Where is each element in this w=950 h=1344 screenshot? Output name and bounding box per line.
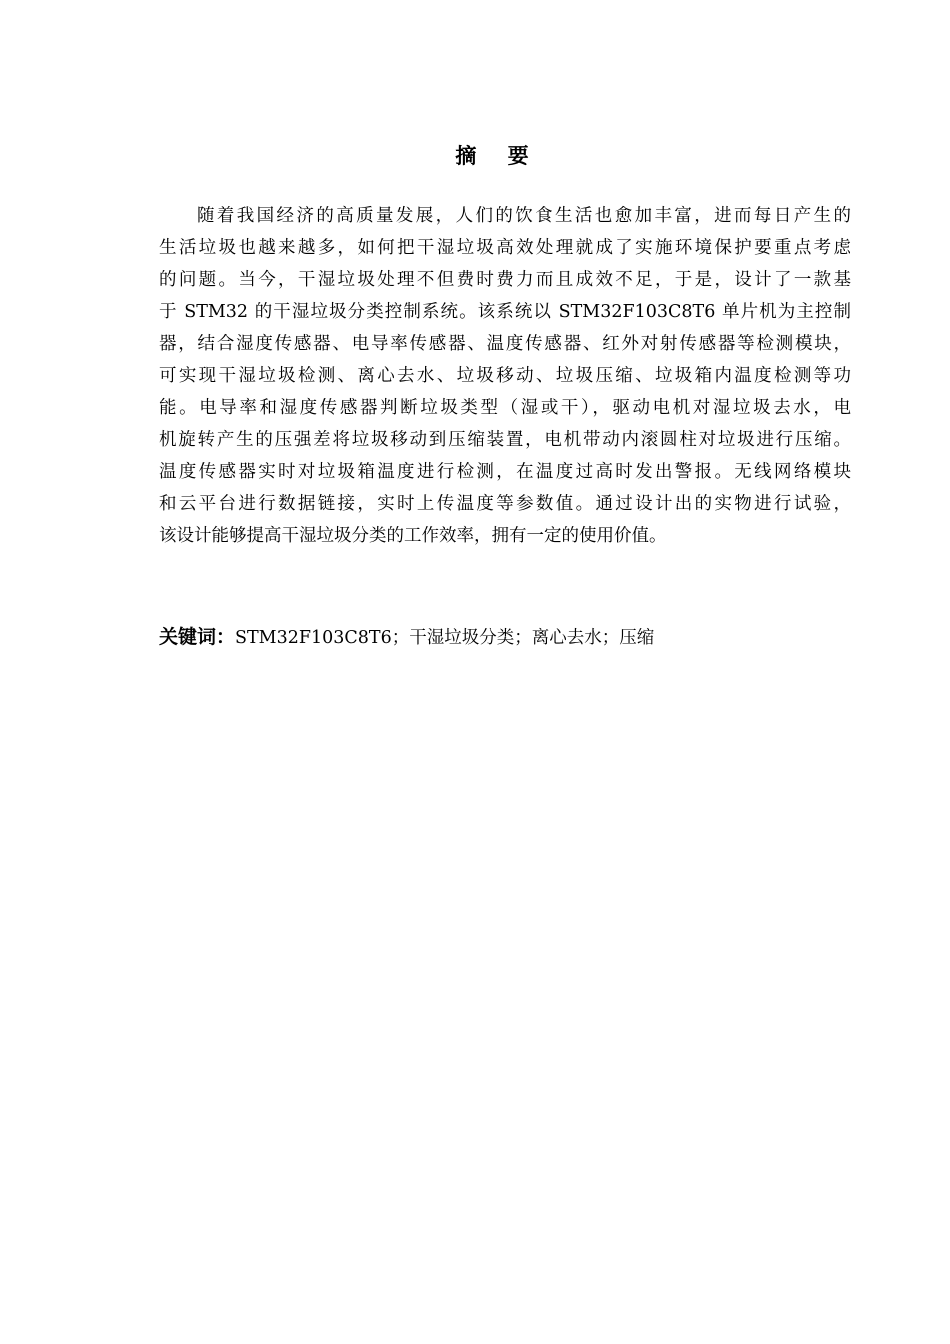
abstract-body [159,200,851,552]
abstract-line: 该设计能够提高干湿垃圾分类的工作效率，拥有一定的使用价值。 [159,526,667,546]
keywords-text: STM32F103C8T6；干湿垃圾分类；离心去水；压缩 [235,628,655,648]
abstract-line: 和云平台进行数据链接，实时上传温度等参数值。通过设计出的实物进行试验， [159,494,851,514]
abstract-line: 温度传感器实时对垃圾箱温度进行检测，在温度过高时发出警报。无线网络模块 [159,462,851,482]
abstract-line: 器，结合湿度传感器、电导率传感器、温度传感器、红外对射传感器等检测模块， [159,334,851,354]
abstract-line: 机旋转产生的压强差将垃圾移动到压缩装置，电机带动内滚圆柱对垃圾进行压缩。 [159,430,851,450]
abstract-line: 能。电导率和湿度传感器判断垃圾类型（湿或干），驱动电机对湿垃圾去水，电 [159,398,851,418]
keywords-line [159,622,851,653]
abstract-line: 可实现干湿垃圾检测、离心去水、垃圾移动、垃圾压缩、垃圾箱内温度检测等功 [159,366,851,386]
keywords-label: 关键词： [159,626,236,648]
abstract-line: 的问题。当今，干湿垃圾处理不但费时费力而且成效不足，于是，设计了一款基 [159,270,851,290]
abstract-line: 于 STM32 的干湿垃圾分类控制系统。该系统以 STM32F103C8T6 单片机为主控制 [159,302,851,322]
abstract-line: 随着我国经济的高质量发展，人们的饮食生活也愈加丰富，进而每日产生的 [197,206,851,226]
abstract-line: 生活垃圾也越来越多，如何把干湿垃圾高效处理就成了实施环境保护要重点考虑 [159,238,851,258]
abstract-title: 摘 要 [455,144,541,168]
